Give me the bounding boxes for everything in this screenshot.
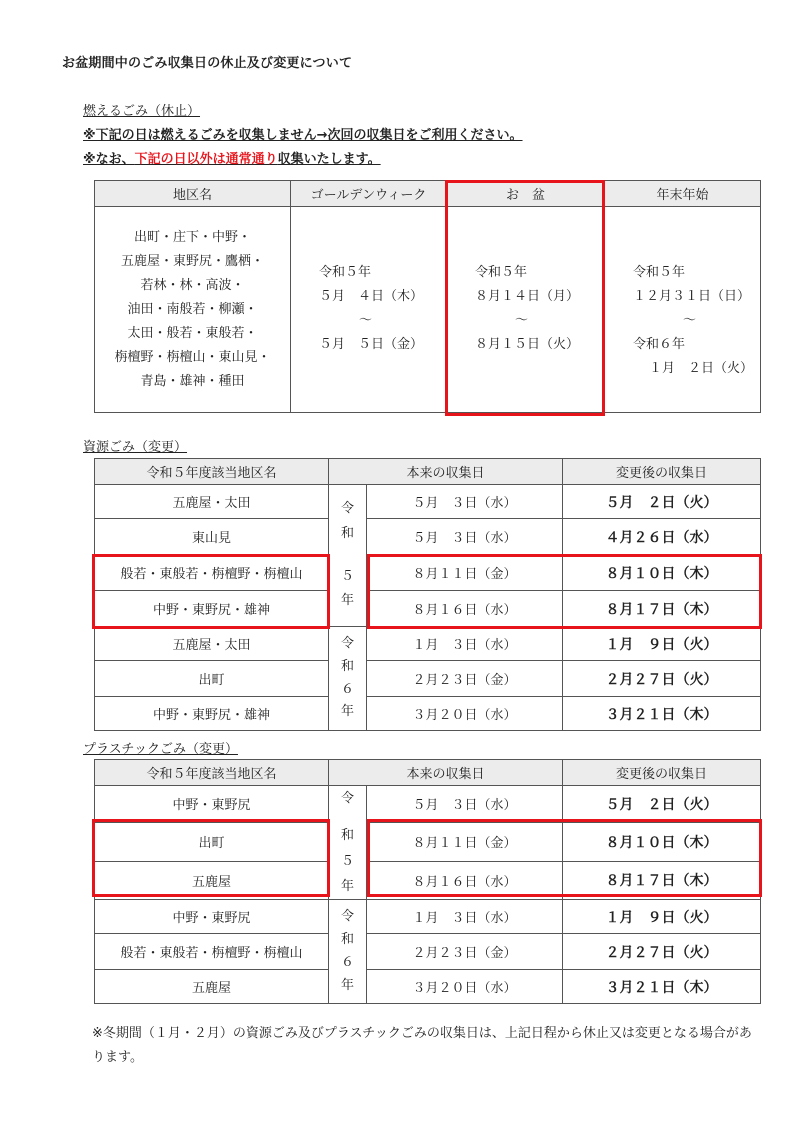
plastic-changed-date: １月 ９日（火）: [563, 900, 761, 934]
plastic-original-date: １月 ３日（水）: [367, 900, 563, 934]
resource-changed-date: ５月 ２日（火）: [563, 485, 761, 519]
plastic-header-original: 本来の収集日: [329, 760, 563, 786]
resource-original-date: ２月２３日（金）: [367, 661, 563, 697]
era-char: 年: [340, 704, 354, 720]
resource-changed-date: ３月２１日（木）: [563, 697, 761, 731]
era-char: ５: [340, 853, 354, 869]
burnable-note-2-red: 下記の日以外は通常通り: [134, 152, 278, 167]
resource-district: 五鹿屋・太田: [95, 627, 329, 661]
plastic-district: 中野・東野尻: [95, 900, 329, 934]
resource-district: 五鹿屋・太田: [95, 485, 329, 519]
resource-district: 中野・東野尻・雄神: [95, 591, 329, 627]
era-char: 和: [340, 932, 354, 948]
resource-table: [94, 458, 761, 731]
era-char: ６: [340, 954, 354, 970]
plastic-changed-date: ８月１７日（木）: [563, 861, 761, 900]
resource-changed-date: ２月２７日（火）: [563, 661, 761, 697]
burnable-note-2: [83, 148, 381, 167]
burnable-heading: 燃えるごみ（休止）: [83, 104, 201, 119]
obon-line: ～: [515, 313, 529, 328]
burnable-header-district: 地区名: [95, 181, 291, 207]
burnable-header-gw: ゴールデンウィーク: [291, 181, 447, 207]
newyear-line: １２月３１日（日）: [633, 289, 751, 304]
plastic-original-date: ３月２０日（水）: [367, 970, 563, 1004]
burnable-note-1: ※下記の日は燃えるごみを収集しません→次回の収集日をご利用ください。: [83, 128, 523, 143]
district-line: 青島・雄神・種田: [140, 373, 245, 389]
resource-original-date: ５月 ３日（水）: [367, 485, 563, 519]
plastic-header-changed: 変更後の収集日: [563, 760, 761, 786]
district-line: 油田・南般若・柳瀬・: [127, 301, 258, 317]
gw-line: ５月 ４日（木）: [319, 289, 424, 304]
plastic-changed-date: ３月２１日（木）: [563, 970, 761, 1004]
plastic-district: 般若・東般若・栴檀野・栴檀山: [95, 934, 329, 970]
newyear-line: 令和５年: [633, 265, 686, 280]
plastic-district: 五鹿屋: [95, 970, 329, 1004]
newyear-line: 令和６年: [633, 337, 686, 352]
resource-era-r6: [329, 627, 367, 731]
resource-heading: 資源ごみ（変更）: [83, 440, 188, 455]
newyear-line: １月 ２日（火）: [649, 361, 754, 376]
district-line: 栴檀野・栴檀山・東山見・: [114, 349, 271, 365]
resource-district: 中野・東野尻・雄神: [95, 697, 329, 731]
era-char: ５: [340, 568, 354, 584]
resource-district: 出町: [95, 661, 329, 697]
obon-line: ８月１４日（月）: [475, 289, 580, 304]
burnable-gw-dates: [291, 207, 447, 413]
burnable-header-newyear: 年末年始: [605, 181, 761, 207]
resource-original-date: ８月１６日（水）: [367, 591, 563, 627]
obon-line: 令和５年: [475, 265, 528, 280]
era-char: 和: [340, 525, 354, 541]
plastic-district: 五鹿屋: [95, 861, 329, 900]
burnable-note-2-b: 収集いたします。: [277, 152, 381, 167]
obon-line: ８月１５日（火）: [475, 337, 580, 352]
plastic-original-date: ８月１１日（金）: [367, 822, 563, 861]
gw-line: 令和５年: [319, 265, 372, 280]
plastic-district: 出町: [95, 822, 329, 861]
plastic-era-r5: [329, 786, 367, 900]
plastic-era-r6: [329, 900, 367, 1004]
burnable-obon-dates: [447, 207, 605, 413]
era-char: 令: [340, 791, 354, 806]
newyear-line: ～: [683, 313, 697, 328]
era-char: 令: [340, 636, 354, 651]
resource-original-date: １月 ３日（水）: [367, 627, 563, 661]
footer-note: ※冬期間（１月・２月）の資源ごみ及びプラスチックごみの収集日は、上記日程から休止又は変更となる場合があります。: [92, 1026, 752, 1065]
plastic-table: [94, 759, 761, 1004]
page-title: お盆期間中のごみ収集日の休止及び変更について: [62, 56, 353, 71]
resource-header-original: 本来の収集日: [329, 459, 563, 485]
era-char: ６: [340, 681, 354, 697]
burnable-newyear-dates: [605, 207, 761, 413]
resource-header-district: 令和５年度該当地区名: [95, 459, 329, 485]
plastic-district: 中野・東野尻: [95, 786, 329, 823]
plastic-changed-date: ８月１０日（木）: [563, 822, 761, 861]
era-char: 年: [340, 879, 354, 895]
resource-district: 東山見: [95, 519, 329, 555]
plastic-changed-date: ２月２７日（火）: [563, 934, 761, 970]
era-char: 和: [340, 658, 354, 674]
gw-line: ５月 ５日（金）: [319, 337, 424, 352]
resource-changed-date: ４月２６日（水）: [563, 519, 761, 555]
resource-original-date: ８月１１日（金）: [367, 555, 563, 591]
burnable-note-2-a: ※なお、: [83, 152, 135, 167]
resource-changed-date: ８月１７日（木）: [563, 591, 761, 627]
resource-district: 般若・東般若・栴檀野・栴檀山: [95, 555, 329, 591]
resource-era-r5: [329, 485, 367, 627]
plastic-original-date: ２月２３日（金）: [367, 934, 563, 970]
plastic-header-district: 令和５年度該当地区名: [95, 760, 329, 786]
plastic-original-date: ５月 ３日（水）: [367, 786, 563, 823]
district-line: 出町・庄下・中野・: [133, 229, 251, 245]
burnable-districts: [95, 207, 291, 413]
era-char: 年: [340, 593, 354, 609]
era-char: 年: [340, 977, 354, 993]
resource-header-changed: 変更後の収集日: [563, 459, 761, 485]
plastic-heading: プラスチックごみ（変更）: [83, 742, 238, 757]
resource-changed-date: ８月１０日（木）: [563, 555, 761, 591]
era-char: 和: [340, 828, 354, 844]
district-line: 五鹿屋・東野尻・鷹栖・: [120, 253, 264, 269]
burnable-header-obon: お 盆: [447, 181, 605, 207]
era-char: 令: [340, 501, 354, 517]
resource-changed-date: １月 ９日（火）: [563, 627, 761, 661]
district-line: 若林・林・高波・: [140, 277, 245, 293]
plastic-original-date: ８月１６日（水）: [367, 861, 563, 900]
gw-line: ～: [359, 313, 373, 328]
district-line: 太田・般若・東般若・: [127, 325, 258, 341]
plastic-changed-date: ５月 ２日（火）: [563, 786, 761, 823]
resource-original-date: ３月２０日（水）: [367, 697, 563, 731]
resource-original-date: ５月 ３日（水）: [367, 519, 563, 555]
burnable-table: [94, 180, 761, 413]
era-char: 令: [340, 909, 354, 925]
